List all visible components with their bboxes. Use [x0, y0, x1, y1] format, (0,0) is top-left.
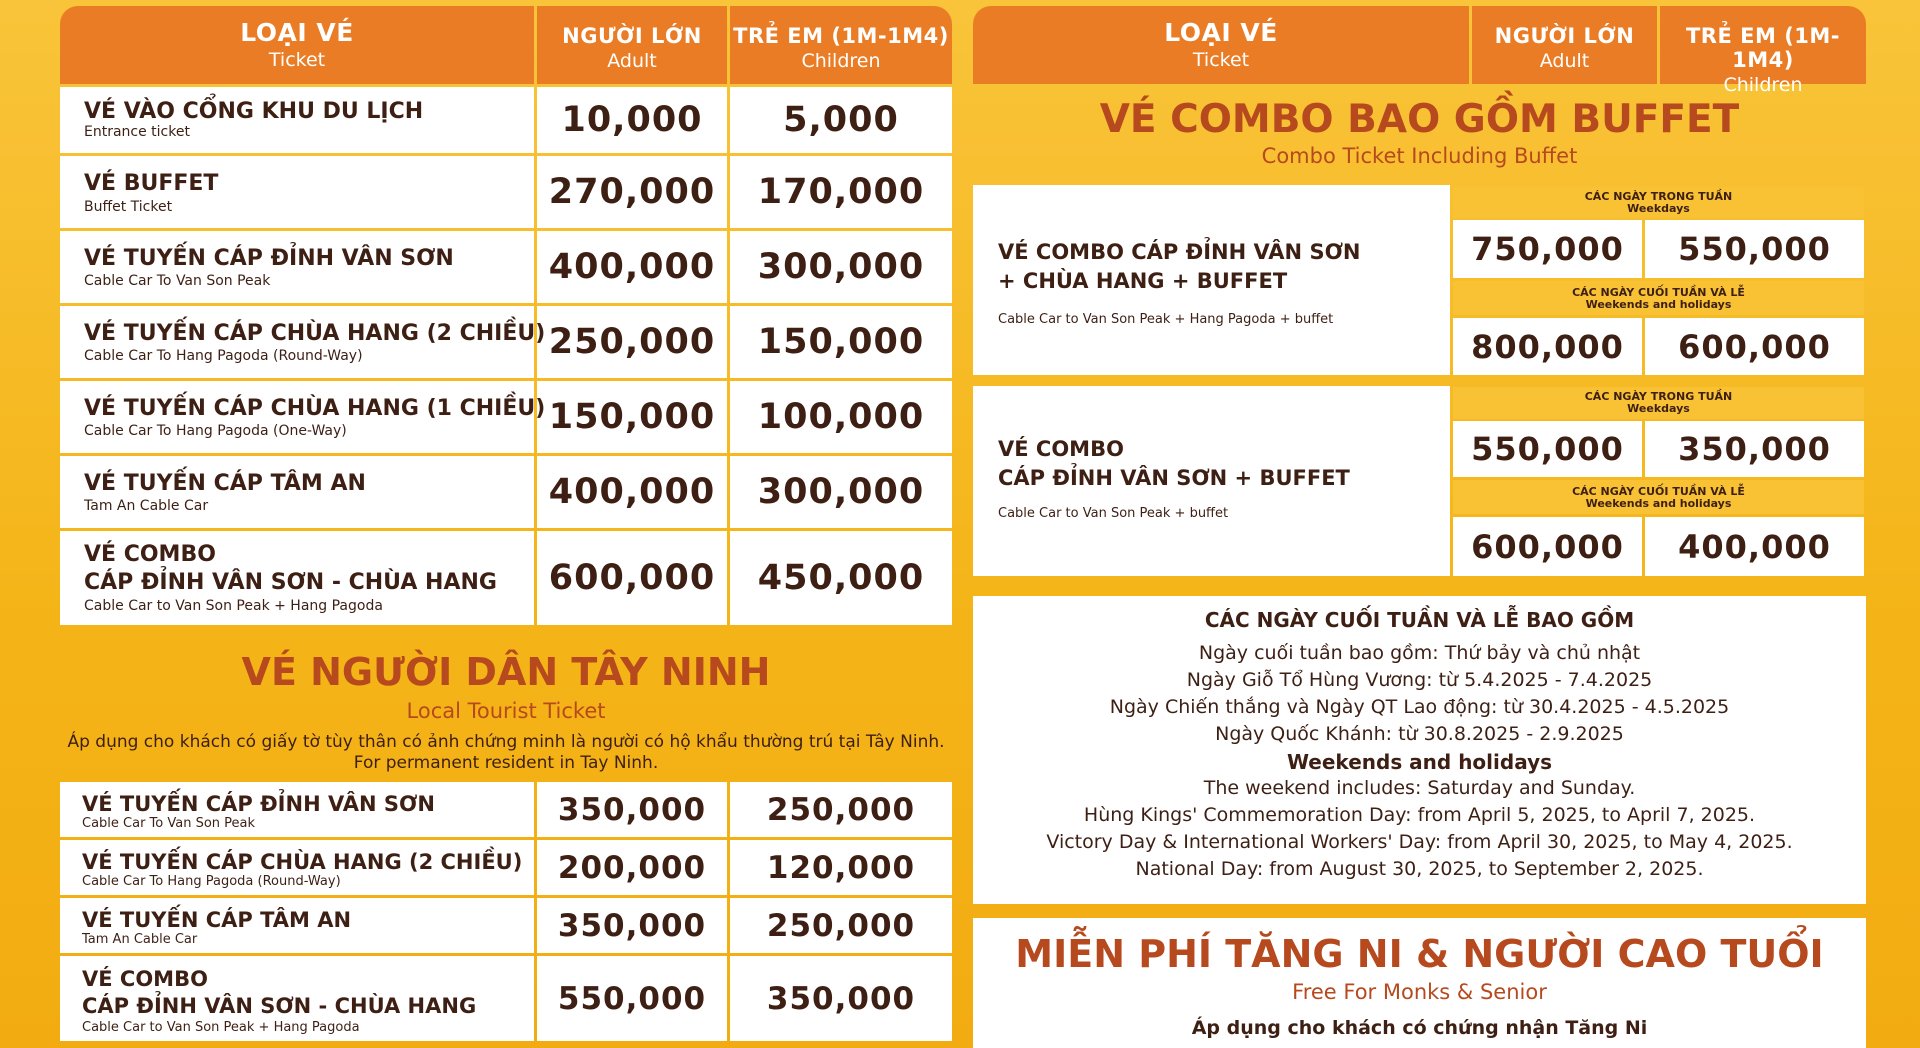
- header-adult-label: NGƯỜI LỚN: [562, 24, 702, 48]
- ticket-row: [60, 87, 952, 153]
- price-adult: 350,000: [557, 791, 707, 828]
- free-subtitle: Free For Monks & Senior: [1292, 980, 1547, 1004]
- ticket-name: VÉ TUYẾN CÁP ĐỈNH VÂN SƠN: [84, 246, 454, 271]
- combo-2-weekend-label: [1453, 480, 1864, 514]
- holidays-info-box: [973, 596, 1866, 904]
- header-ticket-label: LOẠI VÉ: [1164, 18, 1278, 47]
- ticket-row: [60, 306, 952, 378]
- left-header-children: [730, 6, 952, 84]
- local-note-vi: Áp dụng cho khách có giấy tờ tùy thân có ảnh chứng minh là người có hộ khẩu thường trú tại Tây Ninh.: [67, 732, 945, 752]
- price-child: 250,000: [766, 907, 916, 944]
- local-subtitle: Local Tourist Ticket: [406, 699, 606, 723]
- price-adult: 150,000: [548, 397, 716, 437]
- ticket-name: VÉ COMBO: [84, 542, 216, 567]
- ticket-name: VÉ TUYẾN CÁP CHÙA HANG (1 CHIỀU): [84, 396, 546, 421]
- ticket-row: [60, 456, 952, 528]
- ticket-name-en: Cable Car To Van Son Peak: [84, 273, 271, 289]
- weekend-label-vi: CÁC NGÀY CUỐI TUẦN VÀ LỄ: [1572, 485, 1745, 498]
- ticket-row: [60, 156, 952, 228]
- combo-1-weekday-adult: 750,000: [1471, 230, 1624, 268]
- holidays-line-en: The weekend includes: Saturday and Sunday.: [1203, 777, 1636, 799]
- ticket-name: VÉ COMBO: [82, 967, 208, 991]
- weekend-label-en: Weekends and holidays: [1585, 298, 1732, 311]
- weekend-label-vi: CÁC NGÀY CUỐI TUẦN VÀ LỄ: [1572, 286, 1745, 299]
- price-adult: 600,000: [548, 558, 716, 598]
- header-children-label: TRẺ EM (1M-1M4): [1685, 24, 1841, 72]
- weekday-label-en: Weekdays: [1627, 402, 1690, 415]
- price-adult: 200,000: [557, 849, 707, 886]
- local-title: VÉ NGƯỜI DÂN TÂY NINH: [241, 650, 771, 694]
- ticket-row: [60, 782, 952, 837]
- ticket-name-en: Tam An Cable Car: [84, 498, 209, 514]
- price-adult: 400,000: [548, 247, 716, 287]
- combo-subtitle: Combo Ticket Including Buffet: [1261, 144, 1578, 168]
- header-ticket-sub: Ticket: [1192, 49, 1250, 71]
- price-child: 120,000: [766, 849, 916, 886]
- price-adult: 270,000: [548, 172, 716, 212]
- free-section-box: [973, 918, 1866, 1048]
- header-children-sub: Children: [1723, 74, 1803, 96]
- ticket-name-en: Tam An Cable Car: [82, 932, 198, 947]
- holidays-line-en: Hùng Kings' Commemoration Day: from April 5, 2025, to April 7, 2025.: [1083, 804, 1756, 826]
- header-children-sub: Children: [801, 50, 881, 72]
- price-adult: 10,000: [561, 100, 703, 140]
- ticket-name-en: Cable Car To Hang Pagoda (Round-Way): [84, 348, 363, 364]
- ticket-name: VÉ BUFFET: [84, 171, 219, 196]
- ticket-name-en: Cable Car To Hang Pagoda (Round-Way): [82, 874, 341, 889]
- combo-1-sub: Cable Car to Van Son Peak + Hang Pagoda + buffet: [998, 312, 1334, 327]
- header-adult-sub: Adult: [1539, 50, 1590, 72]
- free-note: Áp dụng cho khách có chứng nhận Tăng Ni: [1191, 1017, 1648, 1039]
- right-header-adult: [1472, 6, 1657, 84]
- combo-1-name-line2: + CHÙA HANG + BUFFET: [998, 269, 1288, 293]
- ticket-name: VÉ TUYẾN CÁP CHÙA HANG (2 CHIỀU): [84, 321, 546, 346]
- weekday-label-vi: CÁC NGÀY TRONG TUẦN: [1584, 390, 1733, 403]
- combo-1-name-line1: VÉ COMBO CÁP ĐỈNH VÂN SƠN: [998, 240, 1361, 264]
- ticket-name-en: Cable Car to Van Son Peak + Hang Pagoda: [84, 598, 383, 614]
- ticket-name-line2: CÁP ĐỈNH VÂN SƠN - CHÙA HANG: [84, 570, 497, 595]
- price-child: 250,000: [766, 791, 916, 828]
- holidays-title-en: Weekends and holidays: [1286, 750, 1553, 774]
- combo-1-weekend-child: 600,000: [1678, 327, 1831, 366]
- combo-2-name-line2: CÁP ĐỈNH VÂN SƠN + BUFFET: [998, 466, 1350, 490]
- header-ticket-label: LOẠI VÉ: [240, 18, 354, 47]
- left-header-adult: [537, 6, 727, 84]
- ticket-name-line2: CÁP ĐỈNH VÂN SƠN - CHÙA HANG: [82, 994, 477, 1018]
- price-adult: 400,000: [548, 472, 716, 512]
- ticket-name: VÉ TUYẾN CÁP TÂM AN: [84, 471, 366, 496]
- holidays-line-en: National Day: from August 30, 2025, to September 2, 2025.: [1135, 858, 1704, 880]
- ticket-name: VÉ TUYẾN CÁP ĐỈNH VÂN SƠN: [82, 792, 435, 816]
- combo-2-weekend-adult: 600,000: [1471, 527, 1624, 566]
- right-header-children: [1660, 6, 1866, 96]
- ticket-name-en: Cable Car to Van Son Peak + Hang Pagoda: [82, 1020, 360, 1035]
- combo-title: VÉ COMBO BAO GỒM BUFFET: [1099, 97, 1740, 142]
- ticket-name: VÉ VÀO CỔNG KHU DU LỊCH: [84, 99, 424, 124]
- header-adult-sub: Adult: [607, 50, 657, 72]
- ticket-name: VÉ TUYẾN CÁP TÂM AN: [82, 908, 352, 932]
- combo-2-weekday-child: 350,000: [1678, 430, 1831, 468]
- free-title: MIỄN PHÍ TĂNG NI & NGƯỜI CAO TUỔI: [1015, 932, 1824, 976]
- price-child: 100,000: [757, 397, 925, 437]
- weekday-label-en: Weekdays: [1627, 202, 1690, 215]
- ticket-row: [60, 531, 952, 625]
- weekend-label-en: Weekends and holidays: [1585, 497, 1732, 510]
- price-adult: 350,000: [557, 907, 707, 944]
- price-child: 300,000: [757, 247, 925, 287]
- holidays-line-vi: Ngày Giỗ Tổ Hùng Vương: từ 5.4.2025 - 7.4.2025: [1186, 669, 1653, 691]
- combo-1-weekend-adult: 800,000: [1471, 327, 1624, 366]
- ticket-name-en: Buffet Ticket: [84, 199, 173, 215]
- ticket-row: [60, 840, 952, 895]
- local-note-en: For permanent resident in Tay Ninh.: [353, 753, 659, 773]
- header-children-label: TRẺ EM (1M-1M4): [733, 24, 949, 48]
- header-ticket-sub: Ticket: [268, 49, 326, 71]
- combo-2-weekend-child: 400,000: [1678, 527, 1831, 566]
- holidays-line-en: Victory Day & International Workers' Day: from April 30, 2025, to May 4, 2025.: [1046, 831, 1793, 853]
- ticket-row: [60, 381, 952, 453]
- holidays-line-vi: Ngày Quốc Khánh: từ 30.8.2025 - 2.9.2025: [1215, 723, 1624, 745]
- combo-1-weekday-child: 550,000: [1678, 230, 1831, 268]
- holidays-line-vi: Ngày Chiến thắng và Ngày QT Lao động: từ 30.4.2025 - 4.5.2025: [1109, 696, 1730, 718]
- right-header-ticket: [973, 6, 1469, 84]
- price-child: 300,000: [757, 472, 925, 512]
- combo-2-sub: Cable Car to Van Son Peak + buffet: [998, 506, 1229, 521]
- combo-2-name-line1: VÉ COMBO: [998, 437, 1124, 461]
- header-adult-label: NGƯỜI LỚN: [1494, 24, 1635, 48]
- combo-1-weekday-label: [1453, 187, 1864, 218]
- ticket-row: [60, 956, 952, 1041]
- price-adult: 250,000: [548, 322, 716, 362]
- price-child: 150,000: [757, 322, 925, 362]
- price-child: 170,000: [757, 172, 925, 212]
- ticket-name-en: Entrance ticket: [84, 124, 190, 140]
- price-adult: 550,000: [557, 980, 707, 1017]
- left-header-ticket: [60, 6, 534, 84]
- price-child: 350,000: [766, 980, 916, 1017]
- price-child: 450,000: [757, 558, 925, 598]
- weekday-label-vi: CÁC NGÀY TRONG TUẦN: [1584, 190, 1733, 203]
- combo-2-weekday-adult: 550,000: [1471, 430, 1624, 468]
- ticket-name-en: Cable Car To Hang Pagoda (One-Way): [84, 423, 347, 439]
- ticket-row: [60, 898, 952, 953]
- ticket-name: VÉ TUYẾN CÁP CHÙA HANG (2 CHIỀU): [82, 850, 523, 874]
- ticket-name-en: Cable Car To Van Son Peak: [82, 816, 256, 831]
- price-child: 5,000: [783, 100, 899, 140]
- combo-1-weekend-label: [1453, 281, 1864, 315]
- holidays-line-vi: Ngày cuối tuần bao gồm: Thứ bảy và chủ nhật: [1198, 642, 1641, 664]
- holidays-title-vi: CÁC NGÀY CUỐI TUẦN VÀ LỄ BAO GỒM: [1204, 608, 1635, 632]
- ticket-row: [60, 231, 952, 303]
- combo-2-weekday-label: [1453, 387, 1864, 419]
